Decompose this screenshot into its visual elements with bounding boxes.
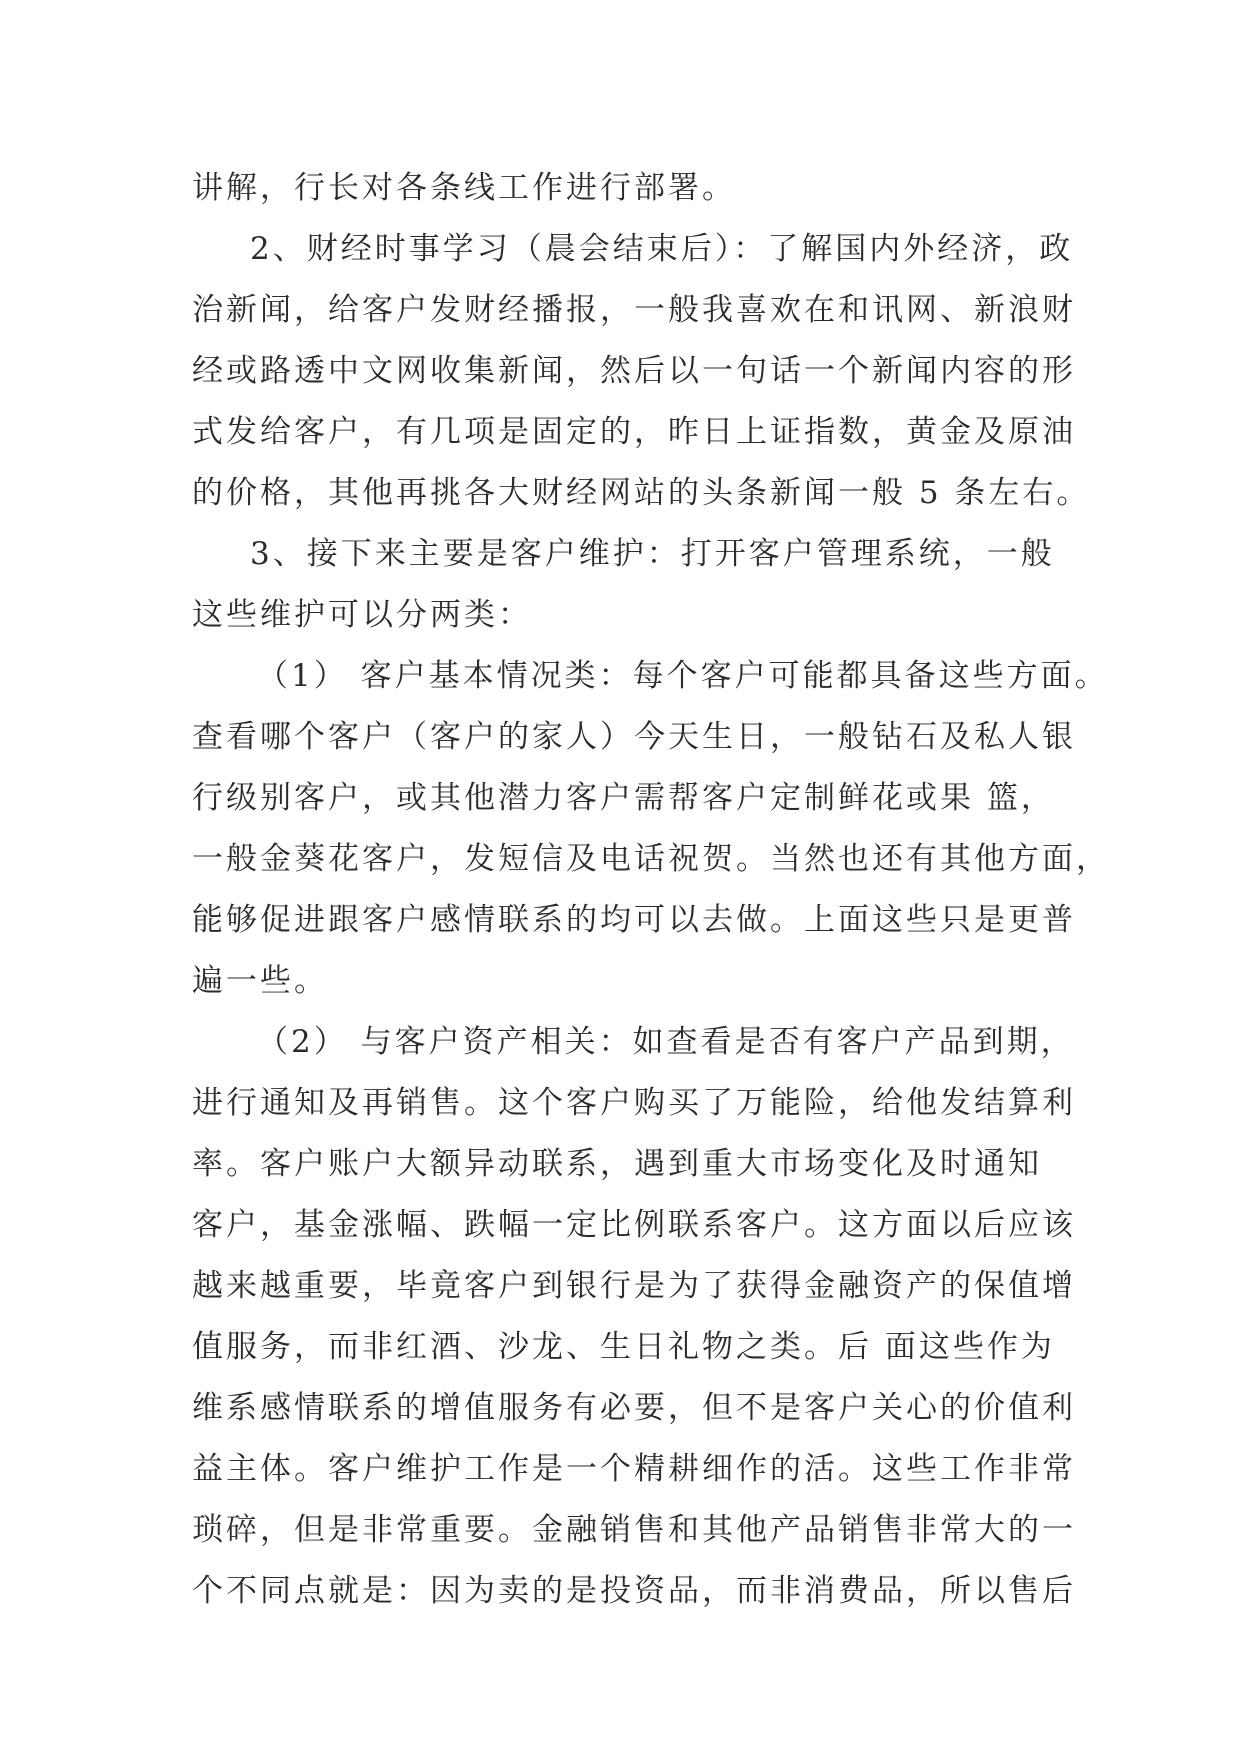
text-line: （1） 客户基本情况类：每个客户可能都具备这些方面。 bbox=[257, 658, 1109, 694]
text-line: 琐碎，但是非常重要。金融销售和其他产品销售非常大的一 bbox=[192, 1512, 1076, 1548]
text-line: 值服务，而非红酒、沙龙、生日礼物之类。后 面这些作为 bbox=[192, 1329, 1055, 1365]
text-line: 治新闻，给客户发财经播报，一般我喜欢在和讯网、新浪财 bbox=[192, 292, 1076, 328]
text-line: 2、财经时事学习（晨会结束后）：了解国内外经济，政 bbox=[250, 231, 1074, 267]
text-line: （2） 与客户资产相关：如查看是否有客户产品到期， bbox=[257, 1024, 1075, 1060]
text-line: 3、接下来主要是客户维护：打开客户管理系统，一般 bbox=[250, 536, 1055, 572]
text-line: 进行通知及再销售。这个客户购买了万能险，给他发结算利 bbox=[192, 1085, 1076, 1121]
text-line: 遍一些。 bbox=[192, 963, 328, 999]
body-text bbox=[192, 158, 1110, 1622]
text-line: 行级别客户，或其他潜力客户需帮客户定制鲜花或果 篮， bbox=[192, 780, 1055, 816]
text-line: 率。客户账户大额异动联系，遇到重大市场变化及时通知 bbox=[192, 1146, 1042, 1182]
text-line: 能够促进跟客户感情联系的均可以去做。上面这些只是更普 bbox=[192, 902, 1076, 938]
text-line: 式发给客户，有几项是固定的，昨日上证指数，黄金及原油 bbox=[192, 414, 1076, 450]
text-line: 查看哪个客户（客户的家人）今天生日，一般钻石及私人银 bbox=[192, 719, 1076, 755]
text-line: 越来越重要，毕竟客户到银行是为了获得金融资产的保值增 bbox=[192, 1268, 1076, 1304]
text-line: 益主体。客户维护工作是一个精耕细作的活。这些工作非常 bbox=[192, 1451, 1076, 1487]
text-line: 的价格，其他再挑各大财经网站的头条新闻一般 5 条左右。 bbox=[192, 475, 1091, 511]
text-line: 这些维护可以分两类： bbox=[192, 597, 532, 633]
text-line: 维系感情联系的增值服务有必要，但不是客户关心的价值利 bbox=[192, 1390, 1076, 1426]
text-line: 经或路透中文网收集新闻，然后以一句话一个新闻内容的形 bbox=[192, 353, 1076, 389]
text-line: 个不同点就是：因为卖的是投资品，而非消费品，所以售后 bbox=[192, 1573, 1076, 1609]
text-line: 客户，基金涨幅、跌幅一定比例联系客户。这方面以后应该 bbox=[192, 1207, 1076, 1243]
text-line: 一般金葵花客户，发短信及电话祝贺。当然也还有其他方面， bbox=[192, 841, 1110, 877]
text-line: 讲解，行长对各条线工作进行部署。 bbox=[192, 170, 736, 206]
